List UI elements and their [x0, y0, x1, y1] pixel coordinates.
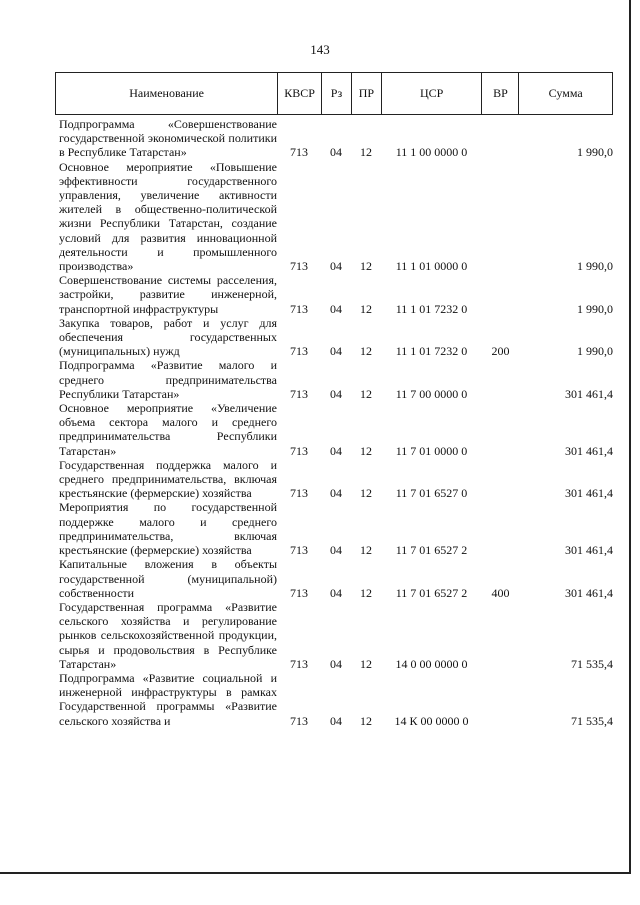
table-row [55, 600, 613, 671]
row-rz: 04 [330, 145, 342, 160]
table-row [55, 671, 613, 728]
row-csr: 11 7 01 6527 2 [395, 585, 468, 600]
row-kvsr: 713 [290, 145, 308, 160]
row-rz: 04 [330, 543, 342, 558]
row-name: Основное мероприятие «Увеличение объема сектора малого и среднего предпринимательства Республики Татарстан» [59, 401, 277, 458]
row-csr: 11 7 00 0000 0 [395, 386, 468, 401]
row-kvsr: 713 [290, 443, 308, 458]
row-pr: 12 [360, 145, 372, 160]
table-row [55, 316, 613, 359]
row-name: Основное мероприятие «Повышение эффективности государственного управления, увеличение активности жителей в общественно-политической жизни Республики Татарстан, создание условий для развития инновационной деятельности и промышленного производства» [59, 159, 277, 274]
row-csr: 11 1 00 0000 0 [395, 145, 468, 160]
row-kvsr: 713 [290, 543, 308, 558]
row-csr: 11 1 01 7232 0 [395, 344, 468, 359]
row-pr: 12 [360, 713, 372, 728]
page-number: 143 [310, 42, 330, 57]
row-kvsr: 713 [290, 585, 308, 600]
header-rz: Рз [321, 73, 351, 114]
header-name: Наименование [129, 86, 204, 100]
row-name: Мероприятия по государственной поддержке малого и среднего предпринимательства, включая крестьянские (фермерские) хозяйства [59, 500, 277, 558]
row-sum: 1 990,0 [577, 259, 613, 274]
row-csr: 14 К 00 0000 0 [394, 713, 469, 728]
row-pr: 12 [360, 344, 372, 359]
row-sum: 1 990,0 [577, 344, 613, 359]
table-header [55, 72, 613, 115]
row-sum: 1 990,0 [577, 301, 613, 316]
row-rz: 04 [330, 301, 342, 316]
row-name: Подпрограмма «Совершенствование государственной экономической политики в Республике Татарстан» [59, 117, 277, 160]
row-rz: 04 [330, 585, 342, 600]
row-pr: 12 [360, 585, 372, 600]
row-sum: 71 535,4 [571, 656, 613, 671]
row-pr: 12 [360, 443, 372, 458]
row-pr: 12 [360, 486, 372, 501]
row-kvsr: 713 [290, 656, 308, 671]
header-vr: ВР [481, 73, 518, 114]
row-rz: 04 [330, 443, 342, 458]
row-kvsr: 713 [290, 713, 308, 728]
row-csr: 14 0 00 0000 0 [395, 656, 468, 671]
row-name: Государственная программа «Развитие сельского хозяйства и регулирование рынков сельскохозяйственной продукции, сырья и продовольствия в Республике Татарстан» [59, 599, 277, 671]
table-row [55, 557, 613, 600]
row-sum: 301 461,4 [565, 486, 613, 501]
table-row [55, 500, 613, 557]
header-sum: Сумма [518, 73, 612, 114]
table-body [55, 117, 613, 728]
row-sum: 301 461,4 [565, 543, 613, 558]
row-sum: 301 461,4 [565, 443, 613, 458]
row-kvsr: 713 [290, 344, 308, 359]
row-name: Капитальные вложения в объекты государственной (муниципальной) собственности [59, 557, 277, 600]
header-csr: ЦСР [381, 73, 482, 114]
row-rz: 04 [330, 713, 342, 728]
header-pr: ПР [351, 73, 381, 114]
table-row [55, 458, 613, 501]
table-row [55, 273, 613, 316]
row-name: Государственная поддержка малого и среднего предпринимательства, включая крестьянские (фермерские) хозяйства [59, 457, 277, 501]
row-csr: 11 7 01 6527 2 [395, 543, 468, 558]
row-rz: 04 [330, 656, 342, 671]
row-name: Совершенствование системы расселения, застройки, развитие инженерной, транспортной инфраструктуры [59, 273, 277, 316]
row-sum: 71 535,4 [571, 713, 613, 728]
row-rz: 04 [330, 259, 342, 274]
row-kvsr: 713 [290, 301, 308, 316]
row-pr: 12 [360, 301, 372, 316]
row-csr: 11 7 01 0000 0 [395, 443, 468, 458]
row-sum: 1 990,0 [577, 145, 613, 160]
row-pr: 12 [360, 543, 372, 558]
row-kvsr: 713 [290, 259, 308, 274]
row-pr: 12 [360, 386, 372, 401]
row-pr: 12 [360, 656, 372, 671]
row-csr: 11 1 01 0000 0 [395, 259, 468, 274]
row-name: Подпрограмма «Развитие малого и среднего предпринимательства Республики Татарстан» [59, 358, 277, 401]
row-name: Подпрограмма «Развитие социальной и инженерной инфраструктуры в рамках Государственной программы «Развитие сельского хозяйства и [59, 670, 277, 728]
row-pr: 12 [360, 259, 372, 274]
table-row [55, 401, 613, 458]
row-rz: 04 [330, 344, 342, 359]
row-csr: 11 7 01 6527 0 [395, 486, 468, 501]
row-vr: 200 [491, 344, 510, 359]
row-name: Закупка товаров, работ и услуг для обеспечения государственных (муниципальных) нужд [59, 315, 277, 359]
row-rz: 04 [330, 386, 342, 401]
table-row [55, 358, 613, 401]
row-kvsr: 713 [290, 486, 308, 501]
row-sum: 301 461,4 [565, 585, 613, 600]
row-rz: 04 [330, 486, 342, 501]
table-row [55, 160, 613, 274]
row-kvsr: 713 [290, 386, 308, 401]
row-csr: 11 1 01 7232 0 [395, 301, 468, 316]
table-row [55, 117, 613, 160]
row-sum: 301 461,4 [565, 386, 613, 401]
row-vr: 400 [491, 585, 510, 600]
header-kvsr: КВСР [277, 73, 321, 114]
